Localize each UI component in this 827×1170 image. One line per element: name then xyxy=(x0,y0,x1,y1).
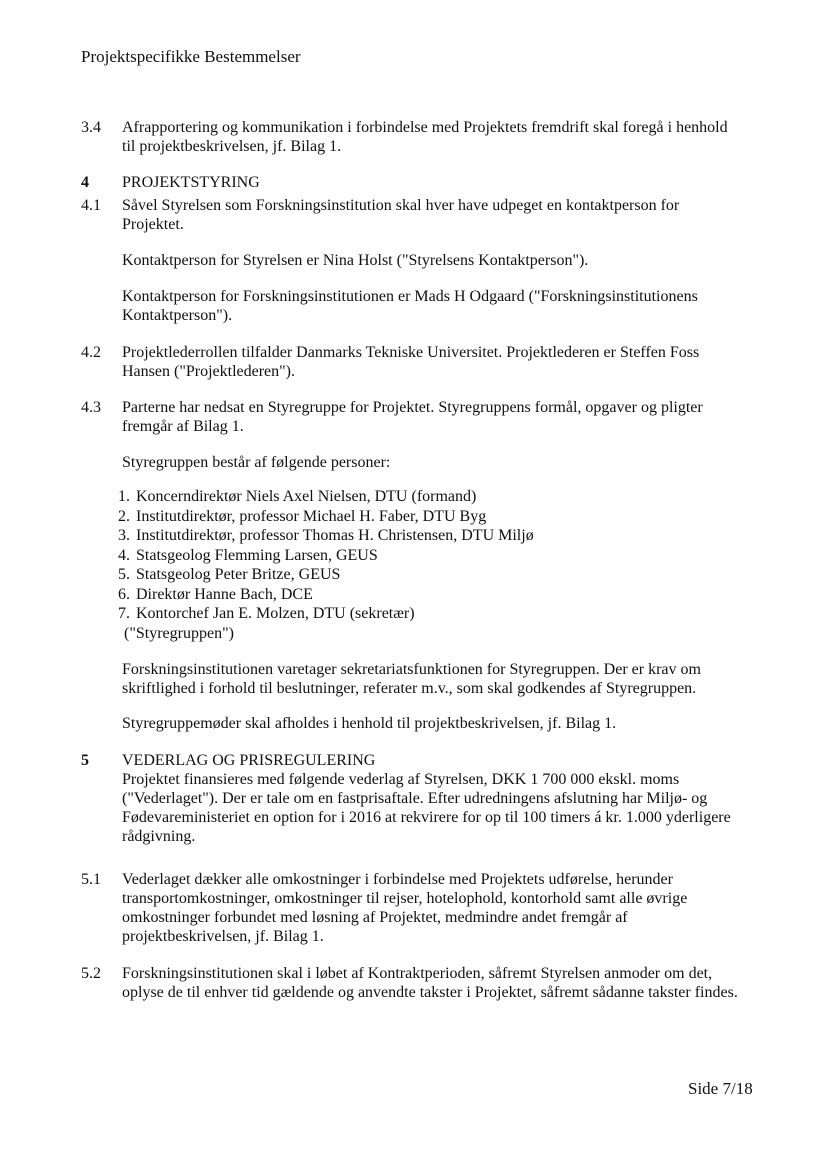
section-number-4-2: 4.2 xyxy=(81,344,101,361)
list-item: 6. Direktør Hanne Bach, DCE xyxy=(118,585,313,603)
section-number-4: 4 xyxy=(81,174,89,191)
section-3-4-text: Afrapportering og kommunikation i forbindelse med Projektets fremdrift skal foregå i henhold til projektbeskrivelsen, jf. Bilag 1. xyxy=(122,119,728,155)
section-5-1-text: Vederlaget dækker alle omkostninger i forbindelse med Projektets udførelse, herunder transportomkostninger, omkostninger til rejser, hotelophold, kontorhold samt alle øvrige omkostninger forbundet med løsning af Projektet, medmindre andet fremgår af projektbeskrivelsen, jf. Bilag 1. xyxy=(122,871,688,945)
section-number-5-2: 5.2 xyxy=(81,965,101,982)
list-item: 4. Statsgeolog Flemming Larsen, GEUS xyxy=(118,546,378,564)
page-number: Side 7/18 xyxy=(688,1079,753,1098)
styregruppe-definition: ("Styregruppen") xyxy=(124,625,234,642)
contact-styrelsen: Kontaktperson for Styrelsen er Nina Holst ("Styrelsens Kontaktperson"). xyxy=(122,252,589,269)
section-5-2-text: Forskningsinstitutionen skal i løbet af Kontraktperioden, såfremt Styrelsen anmoder om det, oplyse de til enhver tid gældende og anvendte takster i Projektet, såfremt sådanne takster findes. xyxy=(122,965,738,1001)
list-item: 5. Statsgeolog Peter Britze, GEUS xyxy=(118,566,341,583)
styregruppe-members-list xyxy=(100,487,740,624)
section-number-4-1: 4.1 xyxy=(81,197,101,214)
secretariat-paragraph: Forskningsinstitutionen varetager sekretariatsfunktionen for Styregruppen. Der er krav om skriftlighed i forhold til beslutninger, referater m.v., som skal godkendes af Styregruppen. xyxy=(122,661,701,697)
section-5-heading: VEDERLAG OG PRISREGULERING xyxy=(122,752,376,769)
contact-forskningsinstitution: Kontaktperson for Forskningsinstitutionen er Mads H Odgaard ("Forskningsinstitutionens Kontaktperson"). xyxy=(122,288,698,324)
section-4-3-text: Parterne har nedsat en Styregruppe for Projektet. Styregruppens formål, opgaver og pligter fremgår af Bilag 1. xyxy=(122,399,703,435)
list-item: 3. Institutdirektør, professor Thomas H. Christensen, DTU Miljø xyxy=(118,527,534,544)
section-4-2-text: Projektlederrollen tilfalder Danmarks Tekniske Universitet. Projektlederen er Steffen Foss Hansen ("Projektlederen"). xyxy=(122,344,700,380)
styregruppe-intro: Styregruppen består af følgende personer: xyxy=(122,454,391,471)
section-4-heading: PROJEKTSTYRING xyxy=(122,174,260,191)
meetings-paragraph: Styregruppemøder skal afholdes i henhold til projektbeskrivelsen, jf. Bilag 1. xyxy=(122,715,617,732)
list-item: 1. Koncerndirektør Niels Axel Nielsen, DTU (formand) xyxy=(118,488,477,505)
list-item: 2. Institutdirektør, professor Michael H. Faber, DTU Byg xyxy=(118,507,487,525)
section-number-3-4: 3.4 xyxy=(81,119,101,136)
section-4-1-text: Såvel Styrelsen som Forskningsinstitution skal hver have udpeget en kontaktperson for Projektet. xyxy=(122,197,680,233)
section-number-4-3: 4.3 xyxy=(81,399,101,416)
section-5-intro: Projektet finansieres med følgende vederlag af Styrelsen, DKK 1 700 000 ekskl. moms ("Vederlaget"). Der er tale om en fastprisaftale. Efter udredningens afslutning har Miljø- og Fødevareministeriet en option for i 2016 at rekvirere for op til 100 timers á kr. 1.000 yderligere rådgivning. xyxy=(122,771,731,845)
list-item: 7. Kontorchef Jan E. Molzen, DTU (sekretær) xyxy=(118,605,415,622)
section-number-5: 5 xyxy=(81,752,89,769)
section-number-5-1: 5.1 xyxy=(81,871,101,888)
page-header: Projektspecifikke Bestemmelser xyxy=(81,47,301,66)
